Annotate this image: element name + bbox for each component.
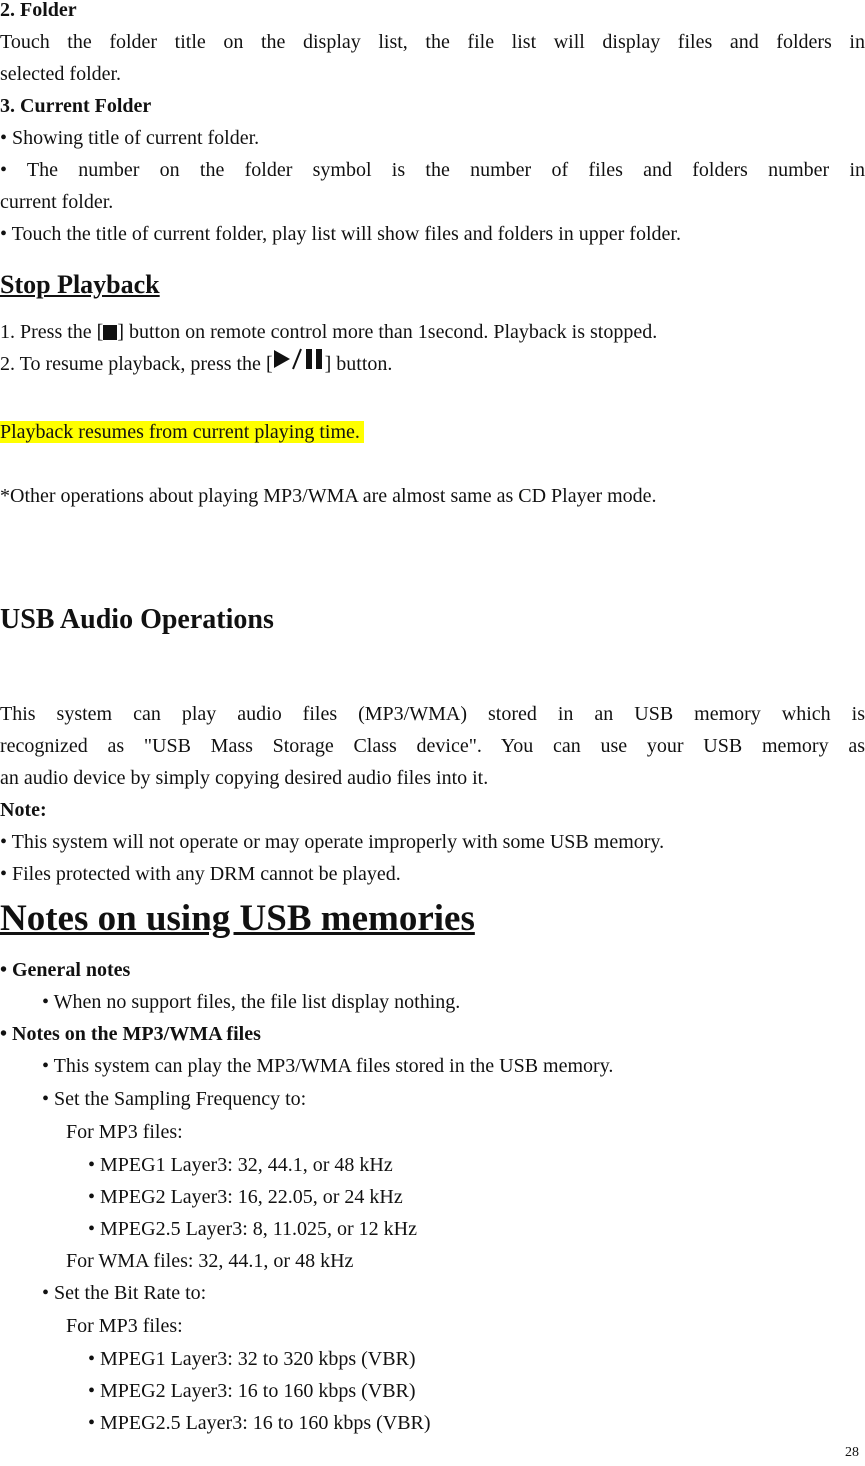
step1-text-post: ] button on remote control more than 1second. Playback is stopped. <box>117 321 658 343</box>
sampling-frequency-heading: • Set the Sampling Frequency to: <box>42 1088 307 1110</box>
step2-text-pre: 2. To resume playback, press the [ <box>0 353 273 375</box>
other-operations-note: *Other operations about playing MP3/WMA are almost same as CD Player mode. <box>0 485 657 507</box>
folder-heading: 2. Folder <box>0 0 77 21</box>
usb-audio-para-line2: recognized as "USB Mass Storage Class device". You can use your USB memory as <box>0 735 865 757</box>
current-folder-bullet-3: • Touch the title of current folder, play list will show files and folders in upper folder. <box>0 223 681 245</box>
bitrate-mp3-label: For MP3 files: <box>66 1315 183 1337</box>
stop-playback-heading: Stop Playback <box>0 270 160 299</box>
mp3-wma-notes-heading: • Notes on the MP3/WMA files <box>0 1023 261 1045</box>
step2-text-post: ] button. <box>324 353 393 375</box>
resume-note <box>0 420 865 444</box>
bitrate-mpeg1: • MPEG1 Layer3: 32 to 320 kbps (VBR) <box>88 1348 416 1370</box>
usb-audio-para-line1: This system can play audio files (MP3/WMA) stored in an USB memory which is <box>0 703 865 725</box>
mp3-wma-note-1: • This system can play the MP3/WMA files stored in the USB memory. <box>42 1055 614 1077</box>
usb-notes-heading: Notes on using USB memories <box>0 898 475 939</box>
current-folder-bullet-2-line1: • The number on the folder symbol is the number of files and folders number in <box>0 159 865 181</box>
page-number: 28 <box>845 1445 859 1460</box>
stop-icon <box>103 322 117 346</box>
usb-audio-para-line3: an audio device by simply copying desired audio files into it. <box>0 767 489 789</box>
usb-audio-note-2: • Files protected with any DRM cannot be played. <box>0 863 401 885</box>
stop-playback-step-2 <box>0 346 865 378</box>
current-folder-heading: 3. Current Folder <box>0 95 152 117</box>
usb-audio-note-1: • This system will not operate or may operate improperly with some USB memory. <box>0 831 665 853</box>
folder-text-line1: Touch the folder title on the display list, the file list will display files and folders in <box>0 31 865 53</box>
sampling-wma: For WMA files: 32, 44.1, or 48 kHz <box>66 1250 354 1272</box>
current-folder-bullet-1: • Showing title of current folder. <box>0 127 260 149</box>
sampling-mpeg1: • MPEG1 Layer3: 32, 44.1, or 48 kHz <box>88 1154 393 1176</box>
stop-playback-step-1 <box>0 320 865 346</box>
usb-audio-note-label: Note: <box>0 799 47 821</box>
step1-text-pre: 1. Press the [ <box>0 321 104 343</box>
resume-highlight: Playback resumes from current playing time. <box>0 421 364 443</box>
sampling-mpeg2: • MPEG2 Layer3: 16, 22.05, or 24 kHz <box>88 1186 403 1208</box>
general-note-1: • When no support files, the file list display nothing. <box>42 991 461 1013</box>
folder-text-line2: selected folder. <box>0 63 122 85</box>
general-notes-heading: • General notes <box>0 959 131 981</box>
bitrate-heading: • Set the Bit Rate to: <box>42 1282 207 1304</box>
sampling-mp3-label: For MP3 files: <box>66 1121 183 1143</box>
bitrate-mpeg2: • MPEG2 Layer3: 16 to 160 kbps (VBR) <box>88 1380 416 1402</box>
play-pause-icon <box>273 346 325 378</box>
sampling-mpeg25: • MPEG2.5 Layer3: 8, 11.025, or 12 kHz <box>88 1218 417 1240</box>
bitrate-mpeg25: • MPEG2.5 Layer3: 16 to 160 kbps (VBR) <box>88 1412 431 1434</box>
usb-audio-heading: USB Audio Operations <box>0 604 274 635</box>
current-folder-bullet-2-line2: current folder. <box>0 191 114 213</box>
